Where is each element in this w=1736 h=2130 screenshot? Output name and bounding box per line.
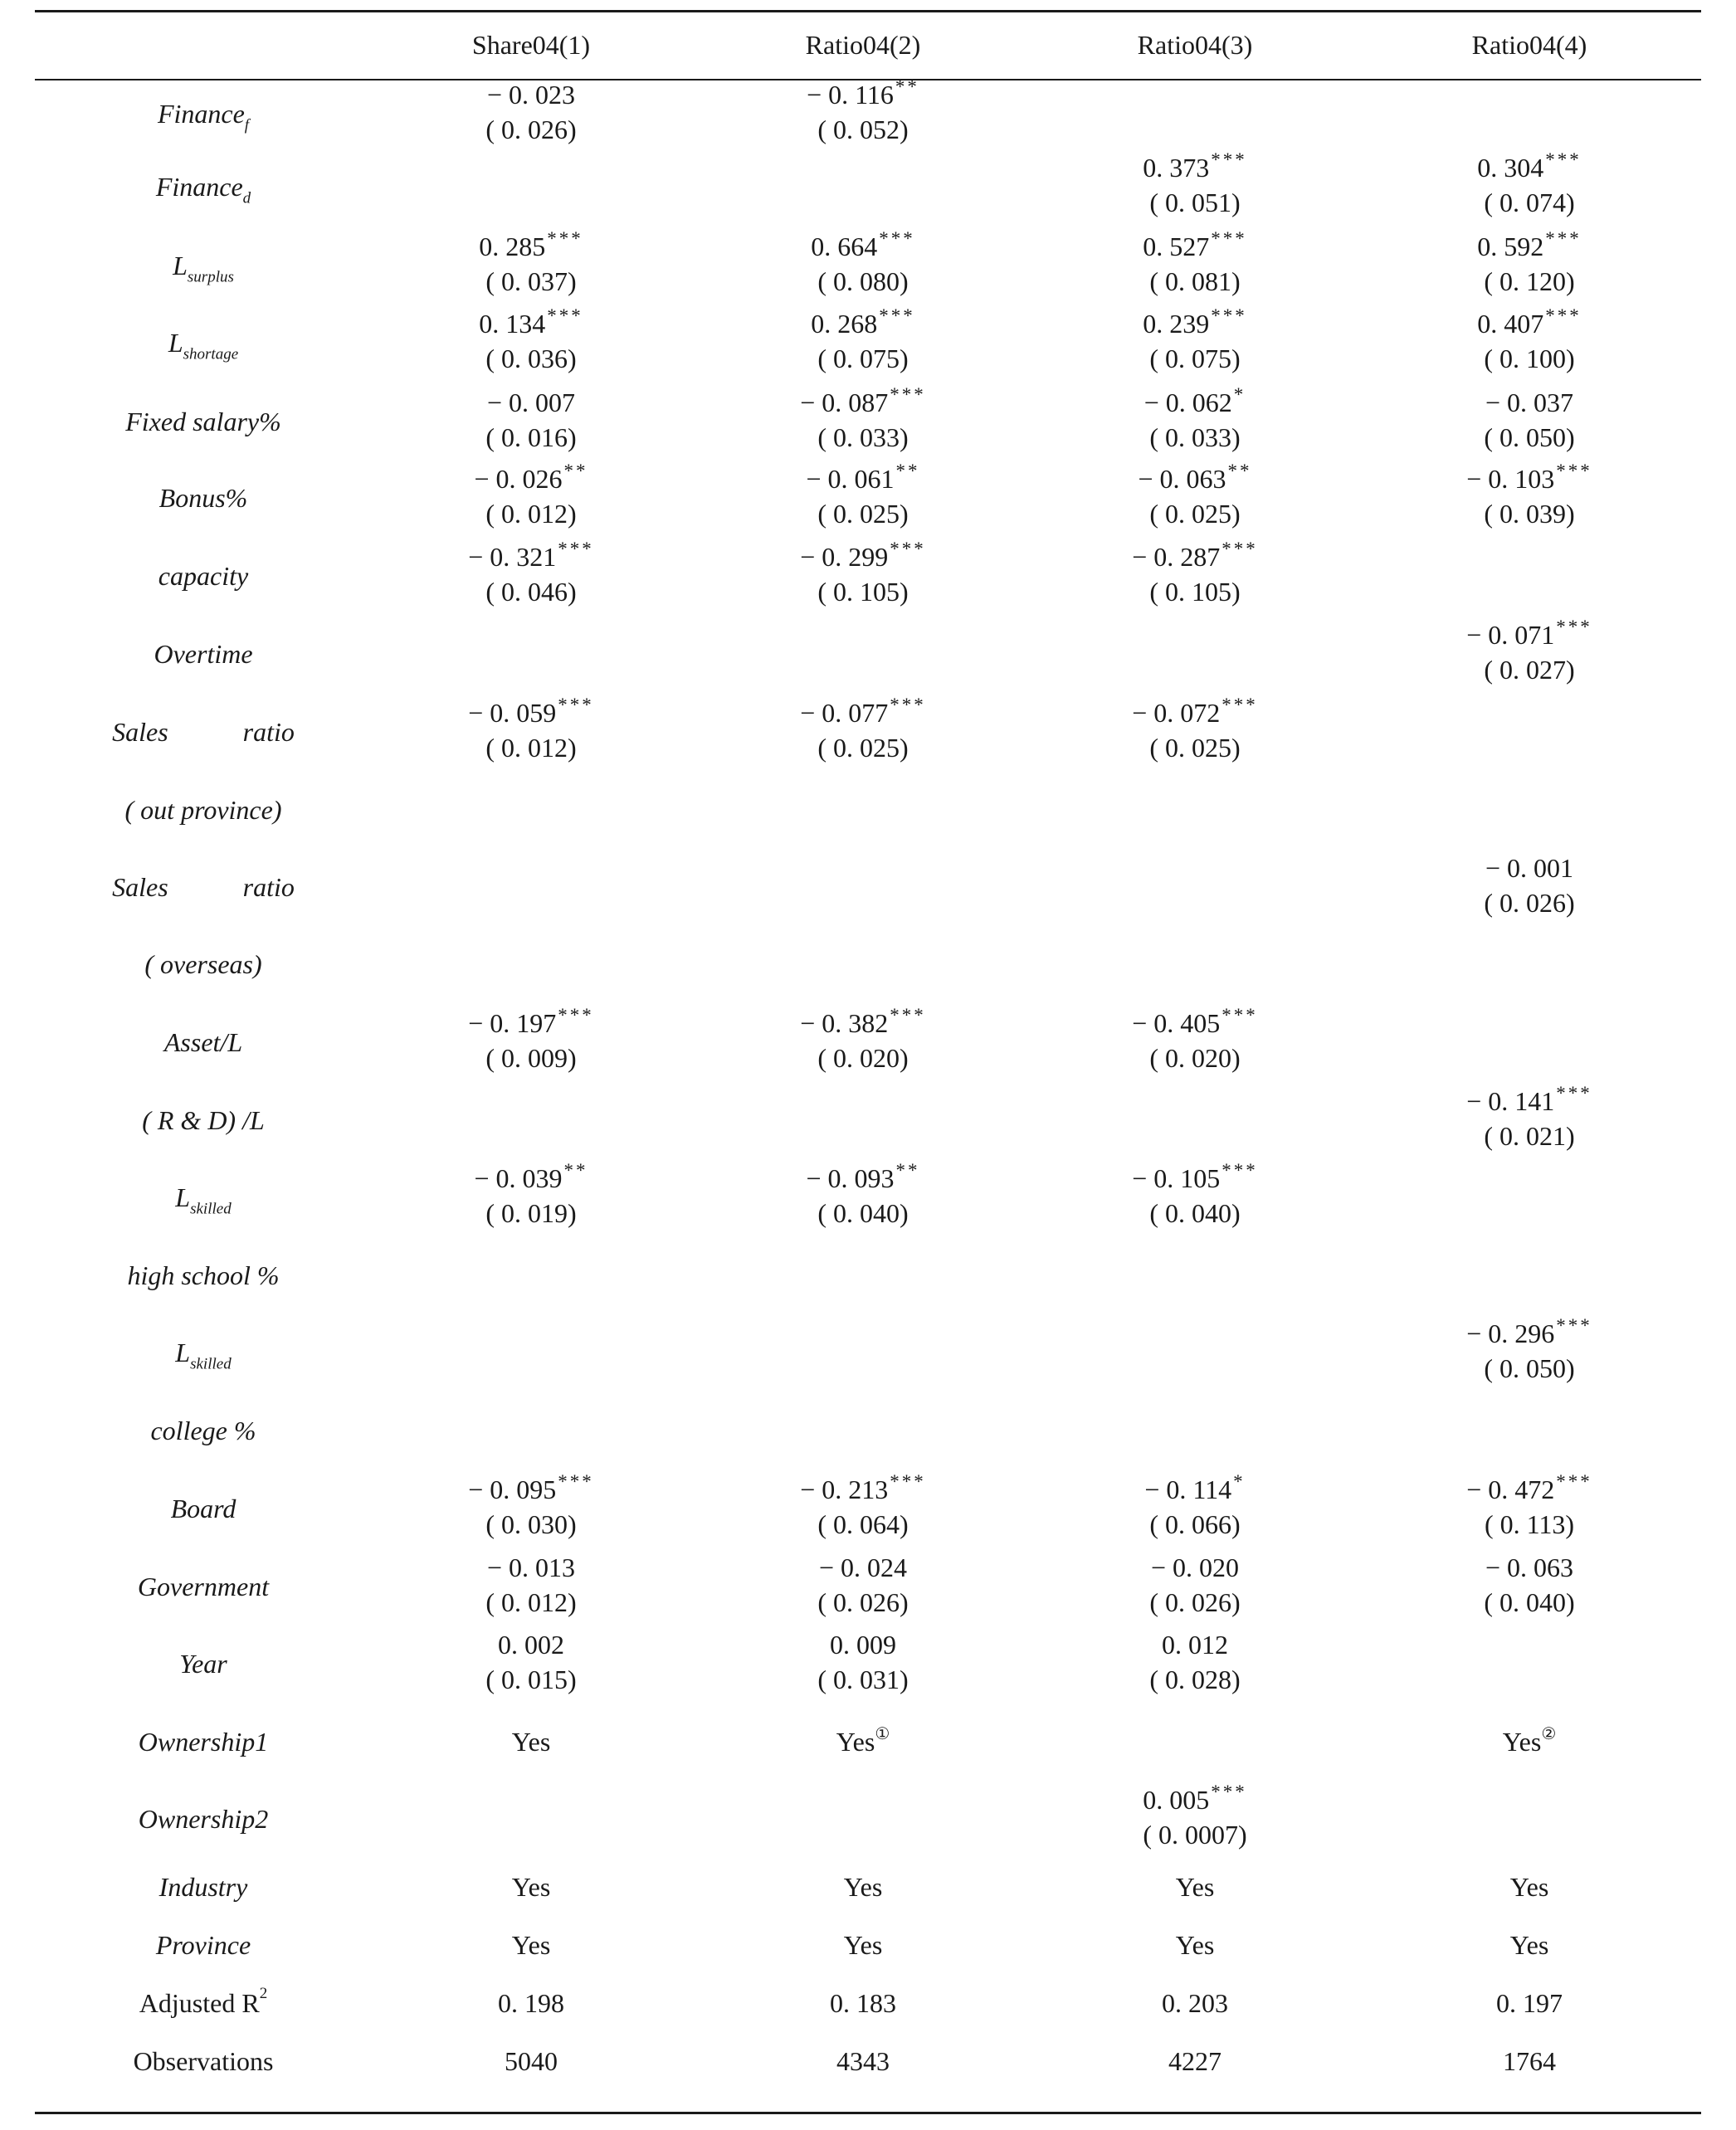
table-cell <box>1380 1723 1679 1761</box>
standard-error: ( 0. 081) <box>1149 266 1241 296</box>
significance-stars: * <box>1233 1471 1246 1493</box>
table-cell <box>1046 1472 1344 1542</box>
significance-stars: *** <box>558 695 594 716</box>
row-label-main: Fixed salary% <box>125 407 281 436</box>
row-label-word: ratio <box>242 872 295 902</box>
significance-stars: *** <box>1211 149 1247 171</box>
table-cell <box>1046 1782 1344 1852</box>
coefficient: 4227 <box>1168 2046 1222 2076</box>
standard-error: ( 0. 113) <box>1484 1509 1575 1539</box>
significance-stars: *** <box>890 1471 926 1493</box>
table-cell <box>1380 1472 1679 1542</box>
row-label <box>58 95 349 133</box>
row-label <box>58 945 349 983</box>
coefficient: − 0. 287*** <box>1132 539 1258 572</box>
significance-stars: *** <box>1556 461 1592 482</box>
row-label <box>58 1800 349 1838</box>
column-header: Ratio04(4) <box>1471 30 1587 60</box>
table-cell <box>714 1926 1012 1964</box>
table-cell <box>1046 539 1344 609</box>
table-cell <box>1380 2042 1679 2080</box>
standard-error: ( 0. 025) <box>1149 733 1241 763</box>
row-label-subscript: skilled <box>190 1355 232 1373</box>
row-label <box>58 1411 349 1450</box>
coefficient: Yes <box>1509 1872 1549 1902</box>
table-cell <box>382 461 680 531</box>
coefficient: − 0. 382*** <box>800 1005 926 1038</box>
significance-stars: *** <box>1211 228 1247 250</box>
coefficient: 0. 203 <box>1162 1988 1228 2018</box>
table-cell <box>382 1006 680 1075</box>
standard-error: ( 0. 120) <box>1484 266 1575 296</box>
coefficient: 0. 304*** <box>1477 149 1582 183</box>
coefficient: − 0. 299*** <box>800 539 926 572</box>
table-cell <box>382 2042 680 2080</box>
table-cell <box>1380 385 1679 455</box>
coefficient: 0. 285*** <box>479 228 583 261</box>
coefficient: 0. 664*** <box>811 228 915 261</box>
row-label-main: L <box>175 1338 191 1367</box>
standard-error: ( 0. 027) <box>1484 655 1575 685</box>
row-label-main: Bonus% <box>158 483 248 513</box>
row-label-main: Finance <box>157 99 245 129</box>
row-label-main: Adjusted R <box>139 1988 260 2018</box>
significance-stars: *** <box>890 539 926 560</box>
standard-error: ( 0. 040) <box>817 1198 909 1228</box>
table-cell <box>714 1984 1012 2022</box>
coefficient: − 0. 063** <box>1138 461 1252 494</box>
row-label-main: college % <box>150 1416 256 1445</box>
row-label-main: Overtime <box>154 639 253 669</box>
standard-error: ( 0. 074) <box>1484 188 1575 217</box>
footnote-mark: ① <box>875 1725 890 1743</box>
significance-stars: *** <box>558 539 594 560</box>
table-cell <box>1380 851 1679 920</box>
row-label-main: Board <box>170 1494 237 1523</box>
coefficient: − 0. 103*** <box>1466 461 1592 494</box>
table-cell <box>1046 1006 1344 1075</box>
table-cell <box>714 539 1012 609</box>
row-label <box>58 1567 349 1606</box>
table-cell <box>382 1627 680 1697</box>
standard-error: ( 0. 046) <box>485 577 577 607</box>
coefficient: Yes② <box>1502 1725 1557 1757</box>
standard-error: ( 0. 025) <box>1149 499 1241 529</box>
table-cell <box>382 229 680 299</box>
row-label <box>58 713 349 751</box>
table-cell <box>1380 1926 1679 1964</box>
row-label-main: Government <box>137 1572 270 1601</box>
coefficient: − 0. 061** <box>806 461 920 494</box>
significance-stars: *** <box>1545 305 1582 327</box>
table-cell <box>1046 306 1344 376</box>
standard-error: ( 0. 033) <box>817 422 909 452</box>
significance-stars: ** <box>1227 461 1252 482</box>
standard-error: ( 0. 036) <box>485 344 577 373</box>
row-label <box>58 868 349 906</box>
coefficient: − 0. 020 <box>1150 1552 1240 1582</box>
significance-stars: *** <box>558 1005 594 1026</box>
significance-stars: ** <box>895 461 920 482</box>
coefficient: − 0. 087*** <box>800 384 926 417</box>
row-label-main: L <box>175 1182 191 1212</box>
row-label-main: capacity <box>158 561 249 591</box>
coefficient: − 0. 013 <box>486 1552 576 1582</box>
significance-stars: *** <box>1211 1781 1247 1803</box>
coefficient: 0. 592*** <box>1477 228 1582 261</box>
coefficient: Yes <box>1175 1872 1215 1902</box>
table-cell <box>1380 1984 1679 2022</box>
coefficient: Yes <box>511 1930 551 1960</box>
significance-stars: *** <box>890 695 926 716</box>
row-label <box>58 246 349 285</box>
table-cell <box>714 385 1012 455</box>
standard-error: ( 0. 025) <box>817 499 909 529</box>
row-label <box>58 2042 349 2080</box>
coefficient: 0. 005*** <box>1143 1781 1247 1815</box>
row-label <box>58 1489 349 1528</box>
table-cell <box>714 1868 1012 1906</box>
table-cell <box>1046 461 1344 531</box>
row-label-subscript: f <box>244 116 250 134</box>
row-label <box>58 1333 349 1372</box>
coefficient: 0. 198 <box>498 1988 564 2018</box>
coefficient: 0. 373*** <box>1143 149 1247 183</box>
table-cell <box>1380 461 1679 531</box>
table-cell <box>1380 306 1679 376</box>
coefficient: − 0. 405*** <box>1132 1005 1258 1038</box>
table-cell <box>714 1006 1012 1075</box>
table-cell <box>1380 229 1679 299</box>
row-label <box>58 1256 349 1294</box>
row-label-main: Year <box>179 1649 227 1679</box>
significance-stars: ** <box>895 76 919 98</box>
coefficient: − 0. 026** <box>474 461 588 494</box>
table-cell <box>1046 1161 1344 1231</box>
coefficient: − 0. 007 <box>486 387 576 417</box>
row-label <box>58 1101 349 1139</box>
row-label-main: high school % <box>127 1260 280 1290</box>
column-header: Share04(1) <box>471 30 591 60</box>
table-cell <box>714 1472 1012 1542</box>
table-cell <box>382 1868 680 1906</box>
row-label-main: ( R & D) /L <box>142 1105 265 1135</box>
standard-error: ( 0. 075) <box>817 344 909 373</box>
significance-stars: ** <box>563 1160 588 1182</box>
table-cell <box>714 306 1012 376</box>
significance-stars: *** <box>1545 228 1582 250</box>
coefficient: − 0. 023 <box>486 80 576 110</box>
coefficient: − 0. 296*** <box>1466 1315 1592 1348</box>
table-cell <box>1046 1868 1344 1906</box>
coefficient: − 0. 001 <box>1485 853 1574 883</box>
table-cell <box>1046 1550 1344 1620</box>
row-label-superscript: 2 <box>259 1984 268 2002</box>
coefficient: 0. 407*** <box>1477 305 1582 339</box>
significance-stars: *** <box>1222 1160 1258 1182</box>
significance-stars: *** <box>1545 149 1582 171</box>
row-label <box>58 402 349 441</box>
row-label-main: ( out province) <box>124 795 282 825</box>
row-label <box>58 1178 349 1216</box>
footnote-mark: ② <box>1541 1725 1557 1743</box>
row-label-main: L <box>173 251 188 280</box>
row-label <box>58 557 349 595</box>
table-cell <box>1380 1084 1679 1153</box>
row-label-main: Ownership1 <box>138 1727 269 1757</box>
table-cell <box>714 695 1012 765</box>
row-label <box>58 1868 349 1906</box>
standard-error: ( 0. 0007) <box>1143 1820 1247 1850</box>
significance-stars: *** <box>1556 617 1592 638</box>
row-label-subscript: shortage <box>183 345 239 363</box>
standard-error: ( 0. 012) <box>485 733 577 763</box>
table-cell <box>382 539 680 609</box>
standard-error: ( 0. 030) <box>485 1509 577 1539</box>
standard-error: ( 0. 031) <box>817 1665 909 1694</box>
table-cell <box>382 1161 680 1231</box>
standard-error: ( 0. 021) <box>1484 1121 1575 1151</box>
coefficient: Yes <box>1175 1930 1215 1960</box>
row-label <box>58 479 349 517</box>
row-label-word: Sales <box>112 717 168 747</box>
standard-error: ( 0. 025) <box>817 733 909 763</box>
coefficient: − 0. 062* <box>1144 384 1246 417</box>
standard-error: ( 0. 009) <box>485 1043 577 1073</box>
table-cell <box>1380 150 1679 220</box>
standard-error: ( 0. 040) <box>1484 1587 1575 1617</box>
table-cell <box>382 695 680 765</box>
standard-error: ( 0. 039) <box>1484 499 1575 529</box>
significance-stars: *** <box>1556 1315 1592 1337</box>
table-cell <box>1046 150 1344 220</box>
coefficient: Yes① <box>836 1725 890 1757</box>
standard-error: ( 0. 100) <box>1484 344 1575 373</box>
significance-stars: *** <box>1222 695 1258 716</box>
coefficient: 0. 268*** <box>811 305 915 339</box>
table-cell <box>714 1723 1012 1761</box>
table-cell <box>382 1926 680 1964</box>
coefficient: − 0. 059*** <box>468 695 594 728</box>
significance-stars: *** <box>558 1471 594 1493</box>
coefficient: 0. 197 <box>1496 1988 1563 2018</box>
coefficient: 4343 <box>836 2046 890 2076</box>
row-label <box>58 1984 349 2022</box>
coefficient: 0. 239*** <box>1143 305 1247 339</box>
table-cell <box>1046 385 1344 455</box>
table-cell <box>1046 695 1344 765</box>
column-header: Ratio04(2) <box>805 30 921 60</box>
standard-error: ( 0. 050) <box>1484 422 1575 452</box>
coefficient: − 0. 037 <box>1485 387 1574 417</box>
table-cell <box>714 77 1012 147</box>
standard-error: ( 0. 050) <box>1484 1353 1575 1383</box>
table-cell <box>714 1161 1012 1231</box>
standard-error: ( 0. 020) <box>817 1043 909 1073</box>
coefficient: 0. 527*** <box>1143 228 1247 261</box>
coefficient: 0. 183 <box>830 1988 896 2018</box>
row-label <box>58 1926 349 1964</box>
coefficient: − 0. 071*** <box>1466 617 1592 650</box>
table-cell <box>1046 1984 1344 2022</box>
coefficient: 5040 <box>505 2046 558 2076</box>
significance-stars: *** <box>1556 1471 1592 1493</box>
significance-stars: *** <box>547 305 583 327</box>
standard-error: ( 0. 040) <box>1149 1198 1241 1228</box>
standard-error: ( 0. 080) <box>817 266 909 296</box>
table-cell <box>714 229 1012 299</box>
table-cell <box>1380 617 1679 687</box>
coefficient: − 0. 116** <box>807 76 919 110</box>
standard-error: ( 0. 026) <box>1484 888 1575 918</box>
coefficient: − 0. 472*** <box>1466 1471 1592 1504</box>
row-label-subscript: skilled <box>190 1200 232 1218</box>
coefficient: − 0. 063 <box>1485 1552 1574 1582</box>
coefficient: Yes <box>843 1872 883 1902</box>
coefficient: Yes <box>511 1872 551 1902</box>
table-cell <box>714 1627 1012 1697</box>
coefficient: 0. 002 <box>498 1630 564 1660</box>
table-cell <box>714 461 1012 531</box>
row-label <box>58 1645 349 1683</box>
coefficient: − 0. 213*** <box>800 1471 926 1504</box>
standard-error: ( 0. 012) <box>485 499 577 529</box>
significance-stars: *** <box>890 384 926 406</box>
coefficient: Yes <box>1509 1930 1549 1960</box>
row-label-word: ratio <box>242 717 295 747</box>
table-cell <box>1046 1926 1344 1964</box>
standard-error: ( 0. 026) <box>1149 1587 1241 1617</box>
row-label-main: L <box>168 328 183 358</box>
row-label-main: ( overseas) <box>144 949 262 979</box>
coefficient: − 0. 197*** <box>468 1005 594 1038</box>
row-label <box>58 168 349 206</box>
table-cell <box>1046 2042 1344 2080</box>
row-label-main: Industry <box>158 1872 248 1902</box>
row-label <box>58 1723 349 1761</box>
row-label-main: Province <box>155 1930 251 1960</box>
coefficient: Yes <box>511 1727 551 1757</box>
table-cell <box>382 385 680 455</box>
bottom-rule <box>35 2112 1701 2114</box>
significance-stars: * <box>1233 384 1246 406</box>
top-rule <box>35 10 1701 12</box>
table-cell <box>714 1550 1012 1620</box>
table-cell <box>382 1723 680 1761</box>
significance-stars: *** <box>1556 1083 1592 1104</box>
standard-error: ( 0. 028) <box>1149 1665 1241 1694</box>
coefficient: − 0. 321*** <box>468 539 594 572</box>
row-label-main: Ownership2 <box>138 1804 269 1834</box>
coefficient: 0. 134*** <box>479 305 583 339</box>
row-label-main: Observations <box>133 2046 274 2076</box>
table-cell <box>1380 1316 1679 1386</box>
row-label <box>58 635 349 673</box>
coefficient: 0. 012 <box>1162 1630 1228 1660</box>
coefficient: − 0. 114* <box>1144 1471 1246 1504</box>
coefficient: − 0. 072*** <box>1132 695 1258 728</box>
row-label <box>58 791 349 829</box>
significance-stars: *** <box>879 305 915 327</box>
table-cell <box>1380 1868 1679 1906</box>
standard-error: ( 0. 015) <box>485 1665 577 1694</box>
table-cell <box>382 306 680 376</box>
column-header: Ratio04(3) <box>1137 30 1253 60</box>
table-cell <box>1046 229 1344 299</box>
row-label-main: Finance <box>155 172 243 202</box>
coefficient: 0. 009 <box>830 1630 896 1660</box>
standard-error: ( 0. 020) <box>1149 1043 1241 1073</box>
row-label-main: Asset/L <box>163 1027 243 1057</box>
table-cell <box>382 77 680 147</box>
standard-error: ( 0. 105) <box>1149 577 1241 607</box>
coefficient: Yes <box>843 1930 883 1960</box>
standard-error: ( 0. 037) <box>485 266 577 296</box>
standard-error: ( 0. 033) <box>1149 422 1241 452</box>
significance-stars: *** <box>1222 1005 1258 1026</box>
table-cell <box>1046 1627 1344 1697</box>
standard-error: ( 0. 026) <box>485 115 577 144</box>
row-label-subscript: d <box>242 189 251 207</box>
significance-stars: *** <box>1211 305 1247 327</box>
standard-error: ( 0. 012) <box>485 1587 577 1617</box>
coefficient: − 0. 093** <box>806 1160 920 1193</box>
significance-stars: *** <box>879 228 915 250</box>
standard-error: ( 0. 016) <box>485 422 577 452</box>
standard-error: ( 0. 064) <box>817 1509 909 1539</box>
significance-stars: ** <box>895 1160 920 1182</box>
table-cell <box>382 1984 680 2022</box>
significance-stars: *** <box>1222 539 1258 560</box>
table-cell <box>1380 1550 1679 1620</box>
coefficient: − 0. 077*** <box>800 695 926 728</box>
standard-error: ( 0. 052) <box>817 115 909 144</box>
table-cell <box>382 1472 680 1542</box>
coefficient: − 0. 105*** <box>1132 1160 1258 1193</box>
standard-error: ( 0. 019) <box>485 1198 577 1228</box>
coefficient: − 0. 141*** <box>1466 1083 1592 1116</box>
coefficient: 1764 <box>1503 2046 1556 2076</box>
standard-error: ( 0. 066) <box>1149 1509 1241 1539</box>
significance-stars: ** <box>563 461 588 482</box>
standard-error: ( 0. 026) <box>817 1587 909 1617</box>
table-cell <box>382 1550 680 1620</box>
coefficient: − 0. 039** <box>474 1160 588 1193</box>
row-label-subscript: surplus <box>187 268 234 286</box>
coefficient: − 0. 024 <box>818 1552 908 1582</box>
standard-error: ( 0. 075) <box>1149 344 1241 373</box>
coefficient: − 0. 095*** <box>468 1471 594 1504</box>
row-label <box>58 1023 349 1061</box>
row-label-word: Sales <box>112 872 168 902</box>
row-label <box>58 324 349 362</box>
significance-stars: *** <box>890 1005 926 1026</box>
significance-stars: *** <box>547 228 583 250</box>
table-cell <box>714 2042 1012 2080</box>
standard-error: ( 0. 051) <box>1149 188 1241 217</box>
standard-error: ( 0. 105) <box>817 577 909 607</box>
